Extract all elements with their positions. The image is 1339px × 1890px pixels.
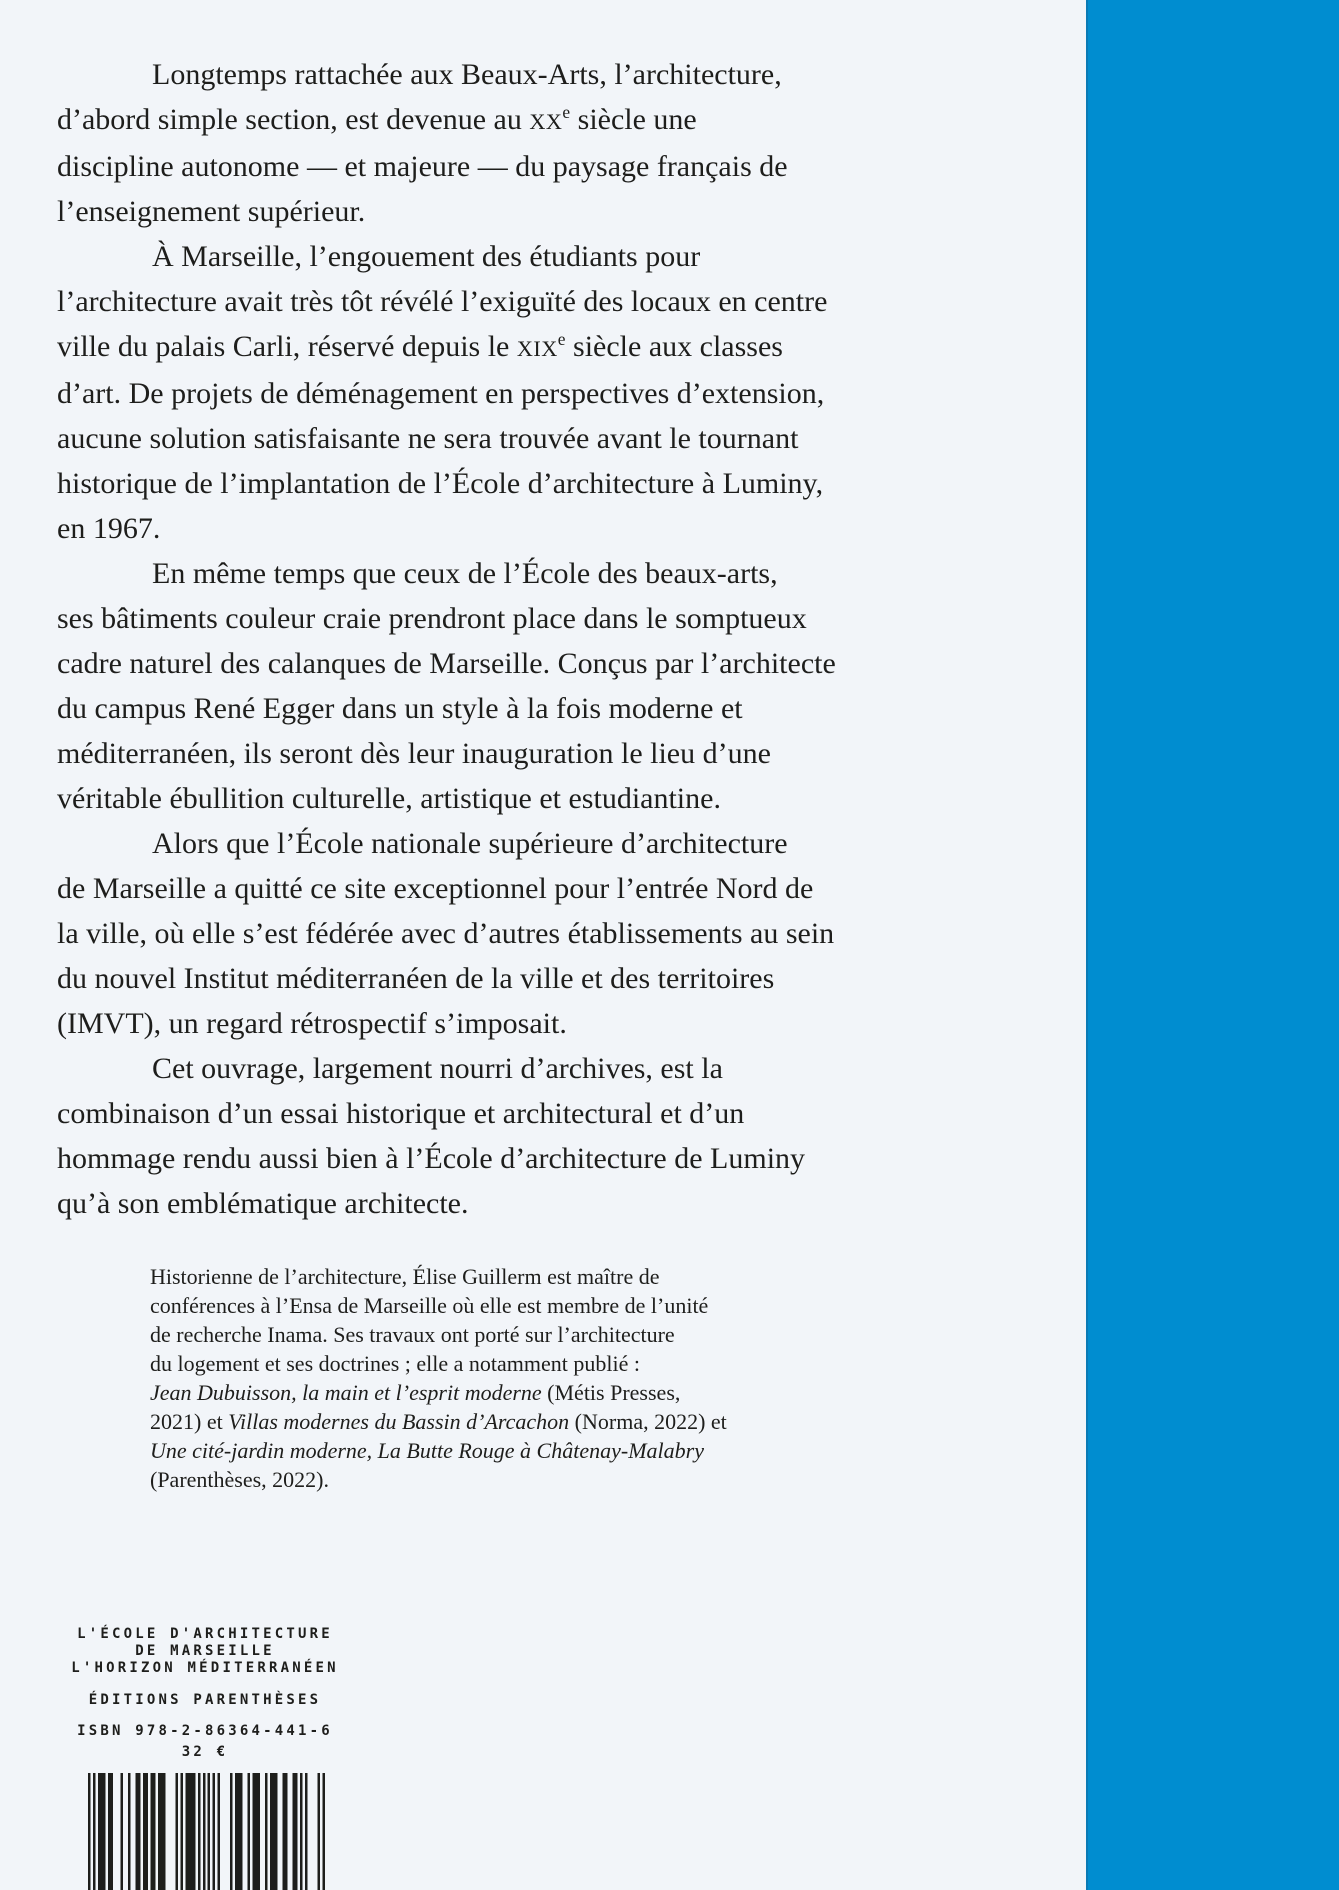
text-segment: discipline autonome — et majeure — du paysage français de: [57, 150, 788, 183]
paragraph: [57, 234, 1067, 551]
paragraph: [57, 1046, 1067, 1226]
text-segment: du logement et ses doctrines ; elle a notamment publié :: [150, 1351, 640, 1376]
book-title-lines: [55, 1626, 355, 1677]
text-segment: Une cité-jardin moderne, La Butte Rouge à Châtenay-Malabry: [150, 1438, 704, 1463]
text-segment: siècle une: [570, 103, 697, 136]
text-segment: Cet ouvrage, largement nourri d’archives, est la: [152, 1052, 723, 1085]
text-line: [57, 686, 1067, 731]
text-segment: hommage rendu aussi bien à l’École d’architecture de Luminy: [57, 1142, 806, 1175]
text-segment: aucune solution satisfaisante ne sera trouvée avant le tournant: [57, 422, 799, 455]
text-segment: méditerranéen, ils seront dès leur inauguration le lieu d’une: [57, 737, 771, 770]
text-line: [57, 461, 1067, 506]
text-line: [57, 776, 1067, 821]
text-segment: Longtemps rattachée aux Beaux-Arts, l’architecture,: [152, 58, 782, 91]
text-line: [57, 52, 1067, 97]
text-line: [150, 1262, 790, 1291]
text-line: [57, 956, 1067, 1001]
text-segment: historique de l’implantation de l’École d’architecture à Luminy,: [57, 467, 824, 500]
text-segment: qu’à son emblématique architecte.: [57, 1187, 469, 1220]
text-segment: la ville, où elle s’est fédérée avec d’autres établissements au sein: [57, 917, 835, 950]
text-line: [150, 1436, 790, 1465]
text-line: [150, 1349, 790, 1378]
text-segment: conférences à l’Ensa de Marseille où elle est membre de l’unité: [150, 1293, 709, 1318]
text-segment: À Marseille, l’engouement des étudiants pour: [152, 240, 701, 273]
price-line: 32 €: [181, 1744, 229, 1760]
text-line: [57, 324, 1067, 371]
text-segment: (Parenthèses, 2022).: [150, 1467, 330, 1492]
text-line: [57, 97, 1067, 144]
text-segment: de recherche Inama. Ses travaux ont porté sur l’architecture: [150, 1322, 675, 1347]
blue-spine-band: [1086, 0, 1339, 1890]
paragraph: [57, 821, 1067, 1046]
back-cover-blurb: [57, 52, 1067, 1494]
text-line: [150, 1407, 790, 1436]
ean13-barcode: [88, 1773, 325, 1890]
text-line: [57, 416, 1067, 461]
text-line: [150, 1320, 790, 1349]
publisher-name: ÉDITIONS PARENTHÈSES: [88, 1692, 322, 1708]
text-segment: du campus René Egger dans un style à la fois moderne et: [57, 692, 743, 725]
text-segment: Villas modernes du Bassin d’Arcachon: [228, 1409, 570, 1434]
text-segment: siècle aux classes: [565, 330, 783, 363]
text-line: [57, 866, 1067, 911]
text-line: [57, 731, 1067, 776]
text-segment: de Marseille a quitté ce site exceptionnel pour l’entrée Nord de: [57, 872, 814, 905]
text-segment: XIX: [516, 336, 558, 361]
text-segment: l’enseignement supérieur.: [57, 195, 366, 228]
paragraph: [57, 551, 1067, 821]
isbn-line: ISBN 978-2-86364-441-6: [77, 1723, 333, 1739]
blurb-paragraphs: [57, 52, 1067, 1226]
text-line: [57, 551, 1067, 596]
text-segment: e: [557, 329, 566, 349]
text-segment: du nouvel Institut méditerranéen de la ville et des territoires: [57, 962, 775, 995]
text-segment: en 1967.: [57, 512, 161, 545]
text-segment: d’abord simple section, est devenue au: [57, 103, 530, 136]
text-segment: (IMVT), un regard rétrospectif s’imposait.: [57, 1007, 567, 1040]
title-line: L'HORIZON MÉDITERRANÉEN: [71, 1660, 339, 1676]
text-line: [57, 144, 1067, 189]
text-line: [150, 1291, 790, 1320]
text-line: [57, 1091, 1067, 1136]
text-line: [57, 189, 1067, 234]
text-line: [57, 1046, 1067, 1091]
text-line: [57, 506, 1067, 551]
text-line: [57, 1001, 1067, 1046]
text-segment: (Norma, 2022) et: [569, 1409, 727, 1434]
text-segment: (Métis Presses,: [541, 1380, 681, 1405]
text-segment: Historienne de l’architecture, Élise Guillerm est maître de: [150, 1264, 660, 1289]
text-segment: ses bâtiments couleur craie prendront place dans le somptueux: [57, 602, 807, 635]
text-segment: combinaison d’un essai historique et architectural et d’un: [57, 1097, 745, 1130]
text-segment: En même temps que ceux de l’École des beaux-arts,: [152, 557, 778, 590]
paragraph: [57, 52, 1067, 234]
text-segment: l’architecture avait très tôt révélé l’exiguïté des locaux en centre: [57, 285, 828, 318]
text-line: [150, 1465, 790, 1494]
text-line: [57, 641, 1067, 686]
colophon-block: [55, 1626, 355, 1761]
text-segment: cadre naturel des calanques de Marseille. Conçus par l’architecte: [57, 647, 836, 680]
text-line: [57, 821, 1067, 866]
text-segment: XX: [529, 109, 563, 134]
title-line: DE MARSEILLE: [135, 1643, 275, 1659]
text-line: [57, 279, 1067, 324]
text-line: [57, 596, 1067, 641]
text-line: [57, 234, 1067, 279]
text-segment: Jean Dubuisson, la main et l’esprit moderne: [150, 1380, 542, 1405]
text-segment: véritable ébullition culturelle, artistique et estudiantine.: [57, 782, 721, 815]
text-segment: 2021) et: [150, 1409, 229, 1434]
text-line: [57, 1181, 1067, 1226]
text-line: [150, 1378, 790, 1407]
text-line: [57, 371, 1067, 416]
text-line: [57, 911, 1067, 956]
text-segment: ville du palais Carli, réservé depuis le: [57, 330, 517, 363]
title-line: L'ÉCOLE D'ARCHITECTURE: [77, 1626, 333, 1642]
text-segment: e: [562, 102, 571, 122]
text-segment: Alors que l’École nationale supérieure d’architecture: [152, 827, 788, 860]
author-bio: [150, 1262, 790, 1494]
text-line: [57, 1136, 1067, 1181]
text-segment: d’art. De projets de déménagement en perspectives d’extension,: [57, 377, 825, 410]
